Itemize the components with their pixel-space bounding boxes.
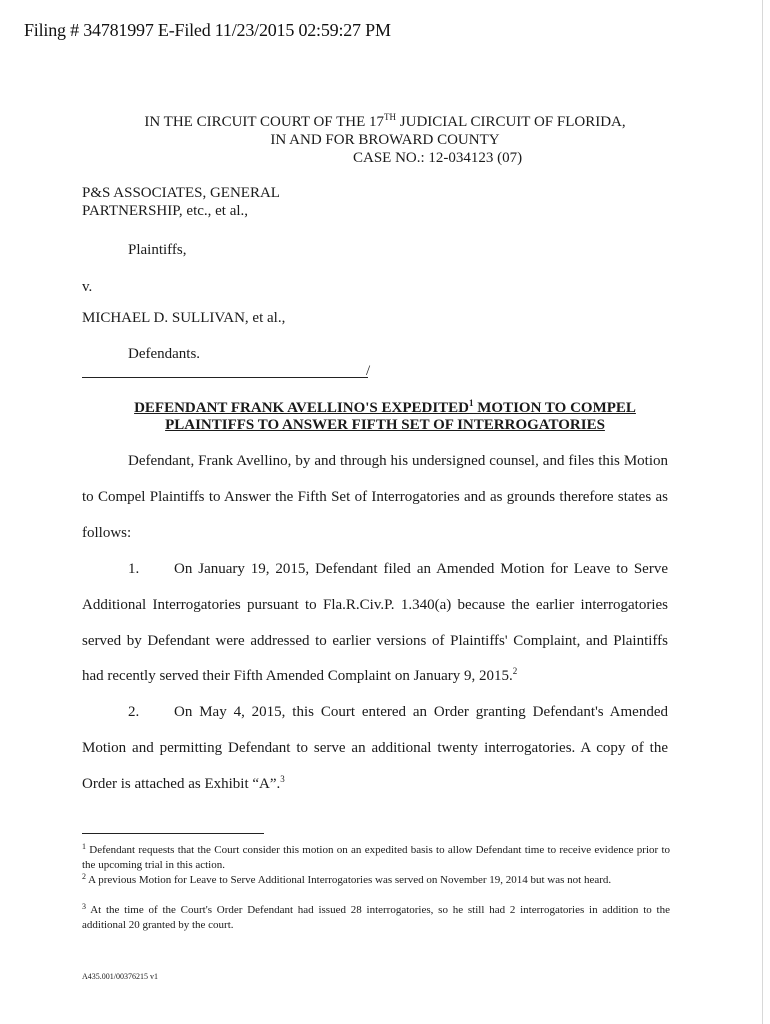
intro-line1: Defendant, Frank Avellino, by and through his undersigned counsel, and files this Motion [128,453,668,469]
footnote-2-text: A previous Motion for Leave to Serve Additional Interrogatories was served on November 19, 2014 but was not heard. [88,874,612,886]
page-edge-line [762,0,763,1024]
plaintiffs-label: Plaintiffs, [128,242,187,258]
footnote-ref-3: 3 [280,774,285,784]
court-line1-text: IN THE CIRCUIT COURT OF THE 17 [144,114,385,130]
paragraph-2-line2: Motion and permitting Defendant to serve an additional twenty interrogatories. A copy of the [82,740,668,756]
document-id: A435.001/00376215 v1 [82,972,158,981]
defendant-name: MICHAEL D. SULLIVAN, et al., [82,310,286,326]
caption-rule [82,377,368,378]
defendants-label: Defendants. [128,346,201,362]
footnote-3 [82,903,670,933]
footnote-1 [82,843,670,873]
footnote-3-number: 3 [82,902,86,911]
paragraph-1-line2: Additional Interrogatories pursuant to Fla.R.Civ.P. 1.340(a) because the earlier interrogatories [82,597,668,613]
filing-stamp: Filing # 34781997 E-Filed 11/23/2015 02:59:27 PM [24,20,391,40]
caption-slash: / [366,363,371,379]
paragraph-2-line3-text: Order is attached as Exhibit “A”. [82,776,281,792]
footnote-2 [82,873,670,888]
court-line1-text-end: JUDICIAL CIRCUIT OF FLORIDA, [396,114,626,130]
footnote-ref-2: 2 [512,666,518,676]
paragraph-1-number: 1. [128,561,140,577]
motion-title-line1 [0,400,770,417]
title-text: DEFENDANT FRANK AVELLINO'S EXPEDITED [134,400,470,416]
court-line1-superscript: TH [384,112,397,122]
footnote-separator [82,833,264,834]
court-name-line2: IN AND FOR BROWARD COUNTY [270,132,500,148]
intro-line2: to Compel Plaintiffs to Answer the Fifth Set of Interrogatories and as grounds therefore states as [82,489,668,505]
plaintiff-name-line2: PARTNERSHIP, etc., et al., [82,203,249,219]
footnote-2-number: 2 [82,872,86,881]
paragraph-1-line4-text: had recently served their Fifth Amended Complaint on January 9, 2015. [82,668,513,684]
versus: v. [82,279,93,295]
footnote-ref-1: 1 [469,398,474,408]
paragraph-1-line3: served by Defendant were addressed to earlier versions of Plaintiffs' Complaint, and Plaintiffs [82,633,668,649]
plaintiff-name-line1: P&S ASSOCIATES, GENERAL [82,185,280,201]
paragraph-2-number: 2. [128,704,140,720]
court-name-line1 [0,114,770,131]
intro-line3: follows: [82,525,132,541]
title-text-end: MOTION TO COMPEL [473,400,636,416]
footnote-1-number: 1 [82,842,86,851]
case-number: CASE NO.: 12-034123 (07) [353,150,523,166]
motion-title-line2: PLAINTIFFS TO ANSWER FIFTH SET OF INTERROGATORIES [165,417,605,433]
paragraph-1-line4 [82,668,668,685]
paragraph-1-line1: On January 19, 2015, Defendant filed an Amended Motion for Leave to Serve [174,561,668,577]
footnote-3-text: At the time of the Court's Order Defendant had issued 28 interrogatories, so he still had 2 interrogatories in addition to the additional 20 granted by the court. [82,904,670,931]
paragraph-2-line3 [82,776,668,793]
footnote-1-text: Defendant requests that the Court consider this motion on an expedited basis to allow Defendant time to receive evidence prior to the upcoming trial in this action. [82,844,671,871]
paragraph-2-line1: On May 4, 2015, this Court entered an Order granting Defendant's Amended [174,704,668,720]
